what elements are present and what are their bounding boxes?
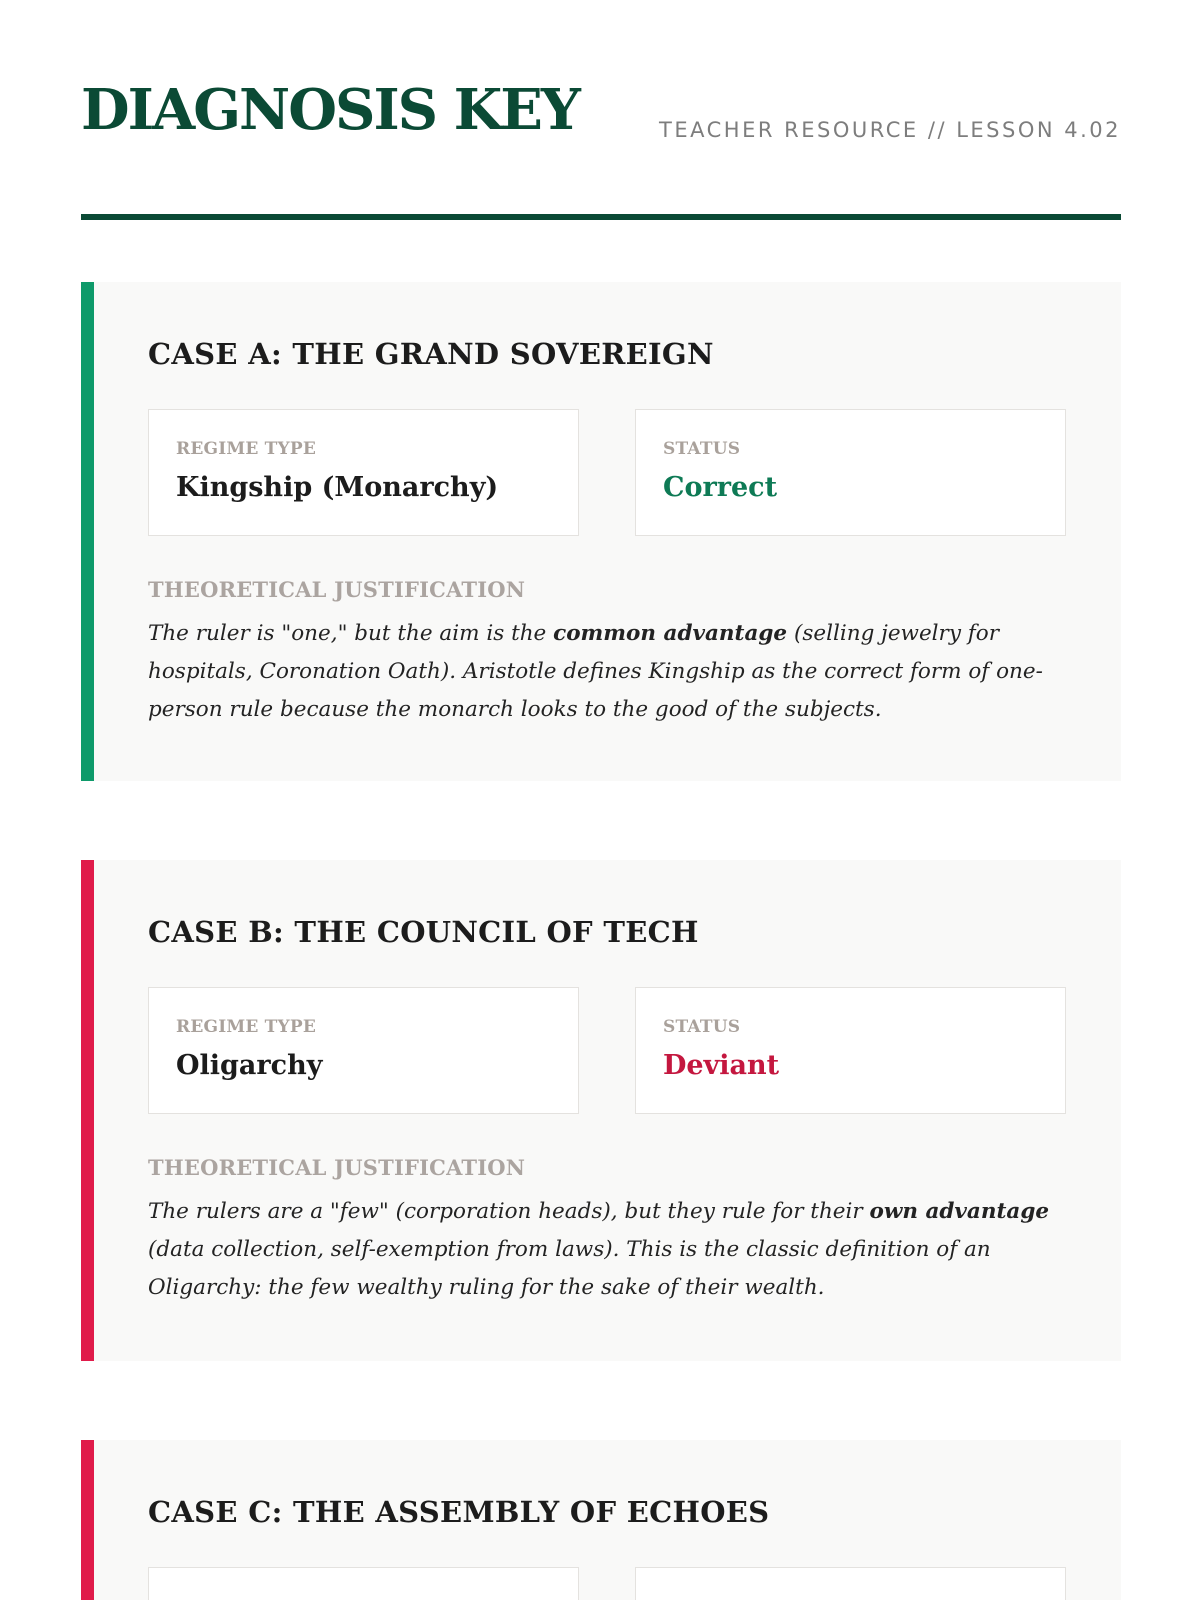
header-divider	[81, 214, 1121, 220]
page-title: DIAGNOSIS KEY	[81, 77, 579, 143]
justification-text-start: The rulers are a "few" (corporation heads), but they rule for their	[148, 1199, 870, 1224]
status-label: STATUS	[663, 1017, 741, 1037]
status-value: Correct	[663, 472, 778, 503]
status-box	[635, 987, 1066, 1114]
justification-text	[148, 615, 1078, 729]
justification-heading: THEORETICAL JUSTIFICATION	[148, 1155, 526, 1180]
case-title: CASE A: THE GRAND SOVEREIGN	[148, 337, 714, 371]
status-accent-stripe	[81, 282, 94, 781]
status-box	[635, 409, 1066, 536]
status-accent-stripe	[81, 1440, 94, 1600]
regime-type-box	[148, 409, 579, 536]
justification-text	[148, 1193, 1078, 1307]
status-value: Deviant	[663, 1050, 780, 1081]
justification-text-end: (data collection, self-exemption from laws). This is the classic definition of an Oligarchy: the few wealthy ruling for the sake of their wealth.	[148, 1237, 991, 1300]
justification-text-start: The ruler is "one," but the aim is the	[148, 621, 554, 646]
regime-type-box	[148, 987, 579, 1114]
regime-type-value: Kingship (Monarchy)	[176, 472, 499, 503]
case-title: CASE C: THE ASSEMBLY OF ECHOES	[148, 1495, 770, 1529]
status-accent-stripe	[81, 860, 94, 1361]
case-title: CASE B: THE COUNCIL OF TECH	[148, 915, 699, 949]
regime-type-label: REGIME TYPE	[176, 439, 316, 459]
case-card-a	[81, 282, 1121, 781]
justification-heading: THEORETICAL JUSTIFICATION	[148, 577, 526, 602]
case-card-b	[81, 860, 1121, 1361]
justification-emphasis: own advantage	[869, 1199, 1050, 1224]
status-box	[635, 1567, 1066, 1600]
justification-emphasis: common advantage	[553, 621, 788, 646]
page-subtitle: TEACHER RESOURCE // LESSON 4.02	[659, 118, 1121, 142]
justification-text-end: (selling jewelry for hospitals, Coronation Oath). Aristotle defines Kingship as the correct form of one-person rule because the monarch looks to the good of the subjects.	[148, 621, 1043, 722]
page-header	[81, 76, 1121, 156]
regime-type-label: REGIME TYPE	[176, 1017, 316, 1037]
regime-type-value: Oligarchy	[176, 1050, 323, 1081]
status-label: STATUS	[663, 439, 741, 459]
regime-type-box	[148, 1567, 579, 1600]
case-card-c	[81, 1440, 1121, 1600]
